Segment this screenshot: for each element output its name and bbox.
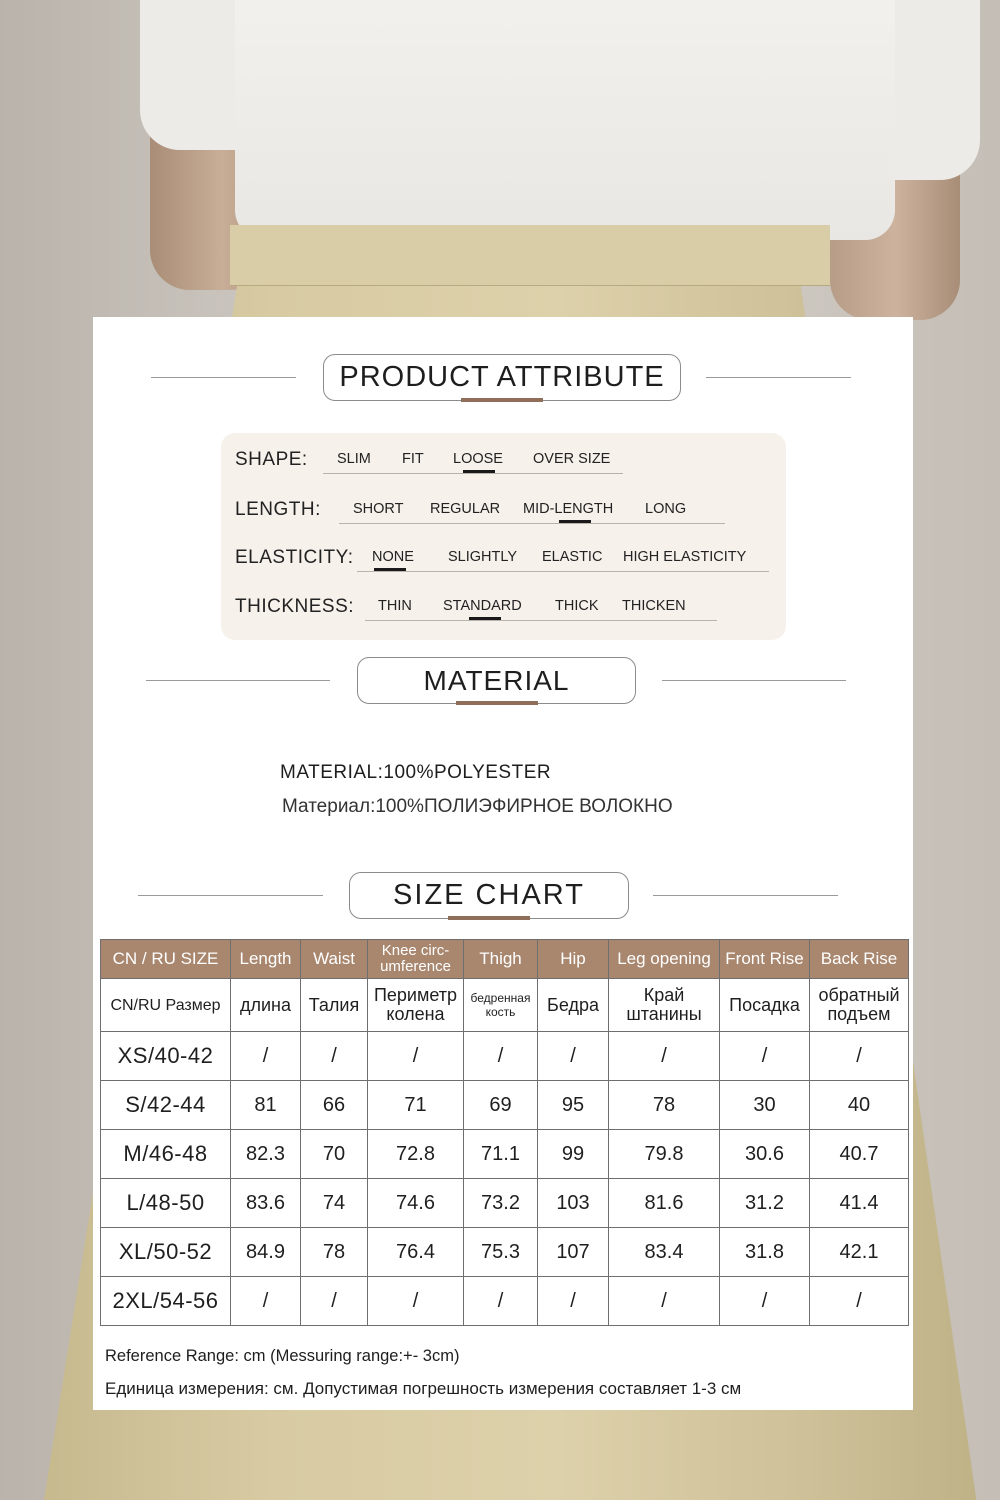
table-header-row [101, 940, 909, 979]
material-en: MATERIAL:100%POLYESTER [280, 762, 552, 783]
table-cell: 74 [301, 1179, 368, 1228]
attribute-label: LENGTH: [235, 499, 321, 520]
table-cell: 31.2 [720, 1179, 810, 1228]
table-cell: / [301, 1032, 368, 1081]
table-cell: 72.8 [368, 1130, 464, 1179]
selected-marker [463, 470, 495, 473]
column-header-ru: бедренная кость [464, 979, 538, 1032]
table-cell: / [720, 1032, 810, 1081]
table-cell: 76.4 [368, 1228, 464, 1277]
title-underline [448, 916, 530, 920]
table-cell: 95 [538, 1081, 609, 1130]
table-cell: 83.6 [231, 1179, 301, 1228]
table-cell: 83.4 [609, 1228, 720, 1277]
table-cell: / [538, 1032, 609, 1081]
size-label-cell: XL/50-52 [101, 1228, 231, 1277]
attribute-option: SLIGHTLY [448, 549, 518, 565]
column-header: CN / RU SIZE [101, 940, 231, 979]
table-cell: / [231, 1277, 301, 1326]
attribute-row-shape [235, 447, 775, 477]
table-row [101, 1228, 909, 1277]
column-header-ru: длина [231, 979, 301, 1032]
table-cell: 70 [301, 1130, 368, 1179]
column-header: Thigh [464, 940, 538, 979]
table-cell: 99 [538, 1130, 609, 1179]
table-cell: / [609, 1277, 720, 1326]
divider-line [653, 895, 838, 896]
table-cell: 66 [301, 1081, 368, 1130]
attribute-option: REGULAR [430, 501, 501, 517]
column-header: Back Rise [810, 940, 909, 979]
attribute-row-elasticity [235, 545, 775, 575]
table-cell: 71.1 [464, 1130, 538, 1179]
table-cell: / [538, 1277, 609, 1326]
table-cell: 82.3 [231, 1130, 301, 1179]
table-row [101, 1130, 909, 1179]
table-cell: / [720, 1277, 810, 1326]
divider-line [662, 680, 846, 681]
table-cell: / [609, 1032, 720, 1081]
column-header-ru: CN/RU Размер [101, 979, 231, 1032]
table-cell: 81.6 [609, 1179, 720, 1228]
size-label-cell: 2XL/54-56 [101, 1277, 231, 1326]
divider-line [151, 377, 296, 378]
size-label-cell: S/42-44 [101, 1081, 231, 1130]
attribute-option: SHORT [353, 501, 404, 517]
table-cell: 41.4 [810, 1179, 909, 1228]
material-title: MATERIAL [357, 657, 636, 704]
attribute-option: LONG [645, 501, 687, 517]
attribute-option: SLIM [337, 451, 371, 467]
selected-marker [559, 520, 591, 523]
attribute-row-thickness [235, 594, 775, 624]
column-header-ru: Периметр колена [368, 979, 464, 1032]
table-cell: / [810, 1032, 909, 1081]
selected-marker [469, 617, 501, 620]
table-cell: / [231, 1032, 301, 1081]
table-cell: / [368, 1277, 464, 1326]
attribute-option: FIT [402, 451, 424, 467]
attribute-option: THIN [378, 598, 412, 614]
table-cell: 30.6 [720, 1130, 810, 1179]
table-header-row-ru [101, 979, 909, 1032]
table-cell: 78 [301, 1228, 368, 1277]
table-cell: 40 [810, 1081, 909, 1130]
table-cell: 84.9 [231, 1228, 301, 1277]
attribute-option: THICKEN [622, 598, 686, 614]
table-cell: / [301, 1277, 368, 1326]
column-header-ru: обратный подъем [810, 979, 909, 1032]
table-cell: 73.2 [464, 1179, 538, 1228]
attribute-option-selected: NONE [372, 549, 414, 565]
product-attribute-title: PRODUCT ATTRIBUTE [323, 354, 681, 401]
table-row [101, 1081, 909, 1130]
table-cell: 75.3 [464, 1228, 538, 1277]
attribute-option-selected: MID-LENGTH [523, 501, 614, 517]
table-row [101, 1277, 909, 1326]
column-header-ru: Талия [301, 979, 368, 1032]
size-label-cell: XS/40-42 [101, 1032, 231, 1081]
material-ru: Материал:100%ПОЛИЭФИРНОЕ ВОЛОКНО [282, 796, 673, 817]
table-cell: / [810, 1277, 909, 1326]
column-header-ru: Посадка [720, 979, 810, 1032]
column-header-ru: Бедра [538, 979, 609, 1032]
size-label-cell: L/48-50 [101, 1179, 231, 1228]
size-chart-title: SIZE CHART [349, 872, 629, 919]
column-header: Waist [301, 940, 368, 979]
table-cell: 103 [538, 1179, 609, 1228]
column-header: Length [231, 940, 301, 979]
attribute-option: ELASTIC [542, 549, 603, 565]
table-cell: 40.7 [810, 1130, 909, 1179]
attribute-box [221, 433, 786, 640]
attribute-option-selected: LOOSE [453, 451, 503, 467]
reference-note-en: Reference Range: cm (Messuring range:+- 3cm) [105, 1347, 460, 1365]
attribute-row-length [235, 497, 775, 527]
divider-line [138, 895, 323, 896]
table-cell: 42.1 [810, 1228, 909, 1277]
table-cell: / [464, 1277, 538, 1326]
table-cell: 31.8 [720, 1228, 810, 1277]
table-row [101, 1032, 909, 1081]
reference-note-ru: Единица измерения: см. Допустимая погрешность измерения составляет 1-3 см [105, 1379, 742, 1398]
divider-line [706, 377, 851, 378]
column-header: Hip [538, 940, 609, 979]
column-header: Front Rise [720, 940, 810, 979]
column-header: Knee circ-umference [368, 940, 464, 979]
table-cell: / [464, 1032, 538, 1081]
column-header: Leg opening [609, 940, 720, 979]
attribute-option: HIGH ELASTICITY [623, 549, 747, 565]
size-chart-table [100, 939, 909, 1326]
column-header-ru: Край штанины [609, 979, 720, 1032]
attribute-label: THICKNESS: [235, 596, 355, 617]
table-cell: 71 [368, 1081, 464, 1130]
table-cell: 81 [231, 1081, 301, 1130]
attribute-label: SHAPE: [235, 449, 308, 470]
attribute-option: OVER SIZE [533, 451, 611, 467]
attribute-option: THICK [555, 598, 599, 614]
table-row [101, 1179, 909, 1228]
divider-line [146, 680, 330, 681]
info-panel [93, 317, 913, 1410]
table-cell: 30 [720, 1081, 810, 1130]
table-cell: 79.8 [609, 1130, 720, 1179]
attribute-label: ELASTICITY: [235, 547, 354, 568]
selected-marker [374, 568, 406, 571]
title-underline [461, 398, 543, 402]
table-cell: 69 [464, 1081, 538, 1130]
title-underline [456, 701, 538, 705]
table-cell: 74.6 [368, 1179, 464, 1228]
size-label-cell: M/46-48 [101, 1130, 231, 1179]
table-cell: 107 [538, 1228, 609, 1277]
table-cell: / [368, 1032, 464, 1081]
attribute-option-selected: STANDARD [443, 598, 522, 614]
table-cell: 78 [609, 1081, 720, 1130]
